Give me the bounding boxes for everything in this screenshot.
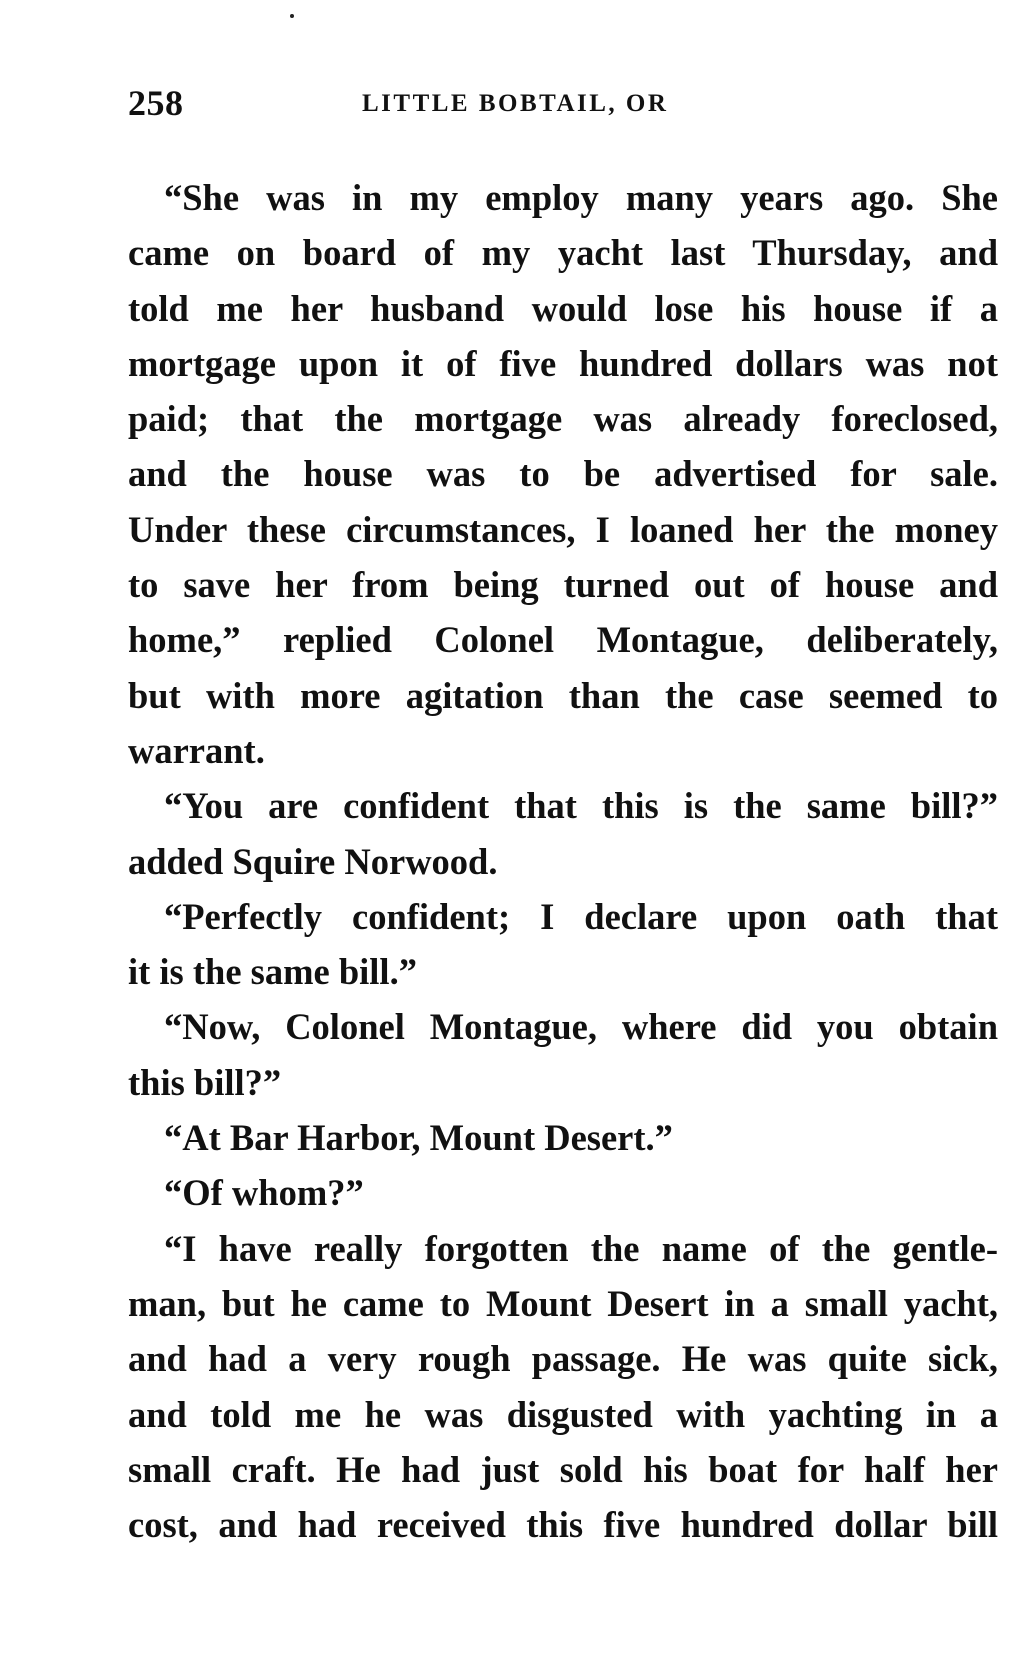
running-title: LITTLE BOBTAIL, OR [362, 90, 669, 117]
printer-speck [290, 14, 294, 18]
text-line: “You are confident that this is the same bill?” [164, 785, 998, 827]
paragraph-5 [128, 1110, 998, 1165]
text-line: home,” replied Colonel Montague, deliberately, [128, 619, 998, 661]
text-line: small craft. He had just sold his boat for half her [128, 1448, 998, 1490]
text-line: warrant. [128, 729, 265, 771]
text-line: “Of whom?” [164, 1172, 364, 1214]
paragraph-2 [128, 778, 998, 889]
text-line: man, but he came to Mount Desert in a small yacht, [128, 1282, 998, 1324]
text-line: mortgage upon it of five hundred dollars was not [128, 342, 998, 384]
text-line: it is the same bill.” [128, 951, 417, 993]
text-line: “I have really forgotten the name of the gentle- [164, 1227, 998, 1269]
paragraph-1 [128, 170, 998, 778]
text-line: told me her husband would lose his house if a [128, 287, 998, 329]
paragraph-3 [128, 889, 998, 1000]
text-line: and had a very rough passage. He was quite sick, [128, 1338, 998, 1380]
text-line: paid; that the mortgage was already foreclosed, [128, 398, 998, 440]
page-header [128, 82, 998, 128]
paragraph-6 [128, 1165, 998, 1220]
paragraph-4 [128, 999, 998, 1110]
text-line: this bill?” [128, 1061, 282, 1103]
body-text [128, 170, 998, 1552]
text-line: “Perfectly confident; I declare upon oath that [164, 895, 998, 937]
text-line: and told me he was disgusted with yachting in a [128, 1393, 998, 1435]
paragraph-7 [128, 1221, 998, 1553]
text-line: “Now, Colonel Montague, where did you obtain [164, 1006, 998, 1048]
text-line: to save her from being turned out of house and [128, 564, 998, 606]
text-line: cost, and had received this five hundred dollar bill [128, 1504, 998, 1546]
text-line: Under these circumstances, I loaned her the money [128, 508, 998, 550]
text-line: added Squire Norwood. [128, 840, 498, 882]
text-line: came on board of my yacht last Thursday, and [128, 232, 998, 274]
text-line: and the house was to be advertised for sale. [128, 453, 998, 495]
text-line: “At Bar Harbor, Mount Desert.” [164, 1117, 673, 1159]
text-line: but with more agitation than the case seemed to [128, 674, 998, 716]
text-line: “She was in my employ many years ago. She [164, 177, 998, 218]
page-number: 258 [128, 83, 184, 123]
